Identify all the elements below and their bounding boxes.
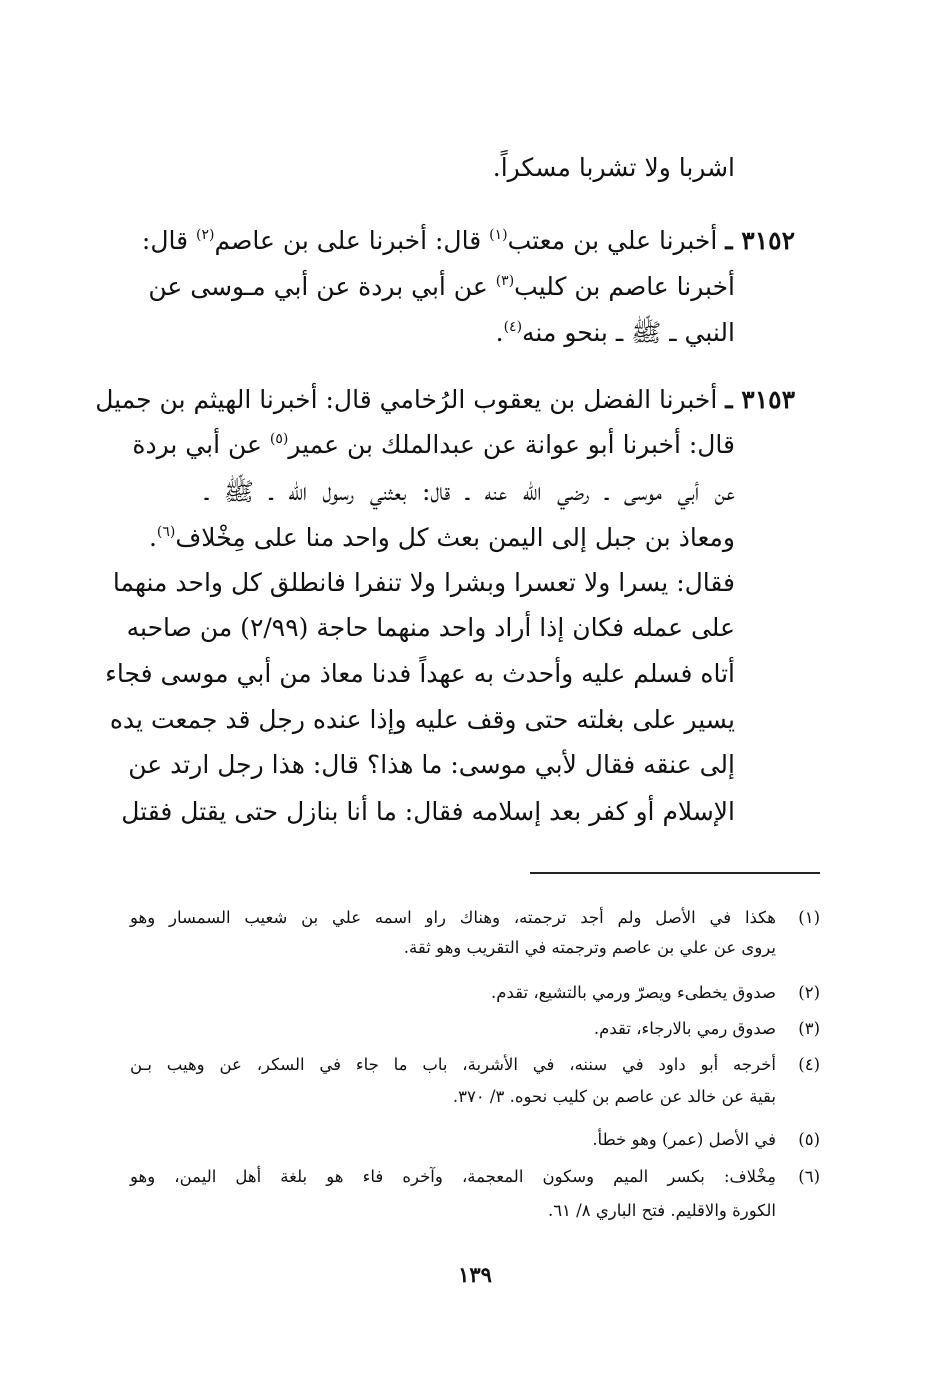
hadith-number-3153: ٣١٥٣ ـ [725,385,795,414]
footnote-3 [130,1014,820,1044]
hadith-3153-line-5: فقال: يسرا ولا تعسرا وبشرا ولا تنفرا فانطلق كل واحد منهما [112,568,735,597]
hadith-3153-line-3: عن أبي موسى ـ رضي الله عنه ـ قال: بعثني رسول الله ـ ﷺ ـ [205,477,735,506]
hadith-number-3152: ٣١٥٢ ـ [725,226,795,255]
footnote-6 [130,1162,820,1222]
footnote-separator [530,872,820,874]
footnote-text: صدوق رمي بالارجاء، تقدم. [593,1019,776,1038]
hadith-3153-line-8: يسير على بغلته حتى وقف عليه وإذا عنده رجل قد جمعت يده [109,705,735,734]
footnote-number: (٢) [798,983,820,1002]
footnote-ref-4: (٤) [503,319,523,335]
footnote-ref-6: (٦) [156,524,176,540]
footnote-number: (٦) [798,1167,820,1186]
footnote-text: أخرجه أبو داود في سننه، في الأشربة، باب ما جاء في السكر، عن وهيب بـن [130,1055,776,1074]
continuation-line: اشربا ولا تشربا مسكراً. [492,153,735,182]
footnote-text: يروى عن علي بن عاصم وترجمته في التقريب وهو ثقة. [403,938,776,957]
footnote-ref-3: (٣) [495,273,515,289]
hadith-3152-line-1: ٣١٥٢ ـ أخبرنا علي بن معتب$^{(١)}$ قال: أخبرنا على بن عاصم$^{(٢)}$ قال: [141,226,795,255]
footnote-text: هكذا في الأصل ولم أجد ترجمته، وهناك راو اسمه علي بن شعيب السمسار وهو [130,908,776,927]
footnote-2 [130,978,820,1008]
footnote-text: صدوق يخطىء ويصرّ ورمي بالتشيع، تقدم. [491,983,776,1002]
footnote-number: (١) [798,908,820,927]
hadith-3153-line-10: الإسلام أو كفر بعد إسلامه فقال: ما أنا بنازل حتى يقتل فقتل [121,797,735,826]
footnote-number: (٣) [798,1019,820,1038]
page-number: ١٣٩ [458,1262,492,1287]
footnote-4 [130,1050,820,1110]
footnote-5 [130,1125,820,1155]
footnote-text: بقية عن خالد عن عاصم بن كليب نحوه. ٣/ ٣٧٠. [452,1087,776,1106]
footnote-text: في الأصل (عمر) وهو خطأ. [592,1130,776,1149]
footnote-1 [130,903,820,963]
footnote-text: الكورة والاقليم. فتح الباري ٨/ ٦١. [547,1201,776,1220]
hadith-3153-line-6: على عمله فكان إذا أراد واحد منهما حاجة (٢/٩٩) من صاحبه [126,613,735,642]
footnote-ref-5: (٥) [269,431,289,447]
hadith-3153-line-2: قال: أخبرنا أبو عوانة عن عبدالملك بن عمير$^{(٥)}$ عن أبي بردة [132,430,735,459]
footnote-ref-1: (١) [489,227,508,243]
hadith-3152-line-2: أخبرنا عاصم بن كليب$^{(٣)}$ عن أبي بردة عن أبي مـوسى عن [148,272,735,301]
footnote-text: مِخْلاف: بكسر الميم وسكون المعجمة، وآخره فاء هو بلغة أهل اليمن، وهو [130,1167,776,1186]
hadith-3153-line-4: ومعاذ بن جبل إلى اليمن بعث كل واحد منا على مِخْلاف$^{(٦)}$. [148,523,735,552]
hadith-3153-line-7: أتاه فسلم عليه وأحدث به عهداً فدنا معاذ من أبي موسى فجاء [105,659,735,688]
footnote-number: (٤) [798,1055,820,1074]
hadith-3152-line-3: النبي ـ ﷺ ـ بنحو منه$^{(٤)}$. [495,318,735,347]
hadith-3153-line-9: إلى عنقه فقال لأبي موسى: ما هذا؟ قال: هذا رجل ارتد عن [128,750,735,779]
footnote-number: (٥) [798,1130,820,1149]
hadith-3153-line-1: ٣١٥٣ ـ أخبرنا الفضل بن يعقوب الرُخامي قال: أخبرنا الهيثم بن جميل [95,385,795,414]
footnote-ref-2: (٢) [196,227,215,243]
